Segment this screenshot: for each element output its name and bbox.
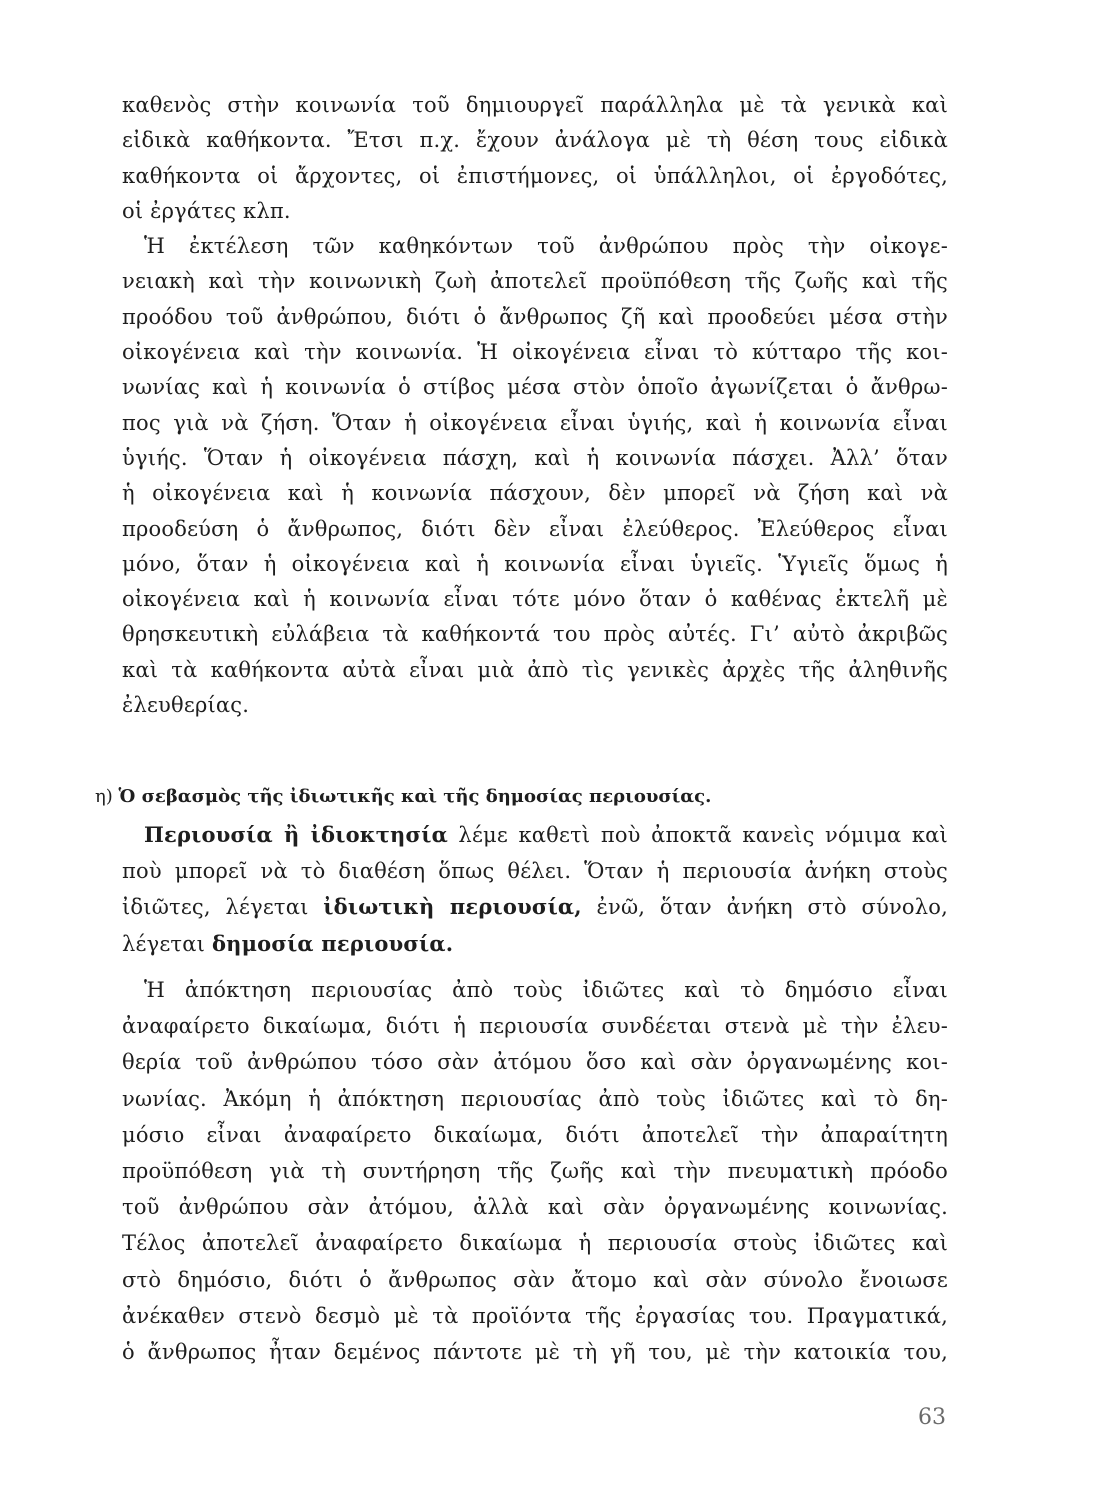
text-line: ἡ οἰκογένεια καὶ ἡ κοινωνία πάσχουν, δὲν μπορεῖ νὰ ζήση καὶ νὰ bbox=[122, 481, 948, 506]
text-line: προοδεύση ὁ ἄνθρωπος, διότι δὲν εἶναι ἐλεύθερος. Ἐλεύθερος εἶναι bbox=[122, 516, 948, 541]
text-run: ἰδιῶτες, λέγεται bbox=[122, 895, 324, 920]
text-line: οἰκογένεια καὶ ἡ κοινωνία εἶναι τότε μόνο ὅταν ὁ καθένας ἐκτελῆ μὲ bbox=[122, 587, 948, 612]
text-line bbox=[122, 854, 948, 890]
text-line bbox=[122, 817, 948, 854]
text-line bbox=[122, 926, 948, 963]
text-line: νωνίας καὶ ἡ κοινωνία ὁ στίβος μέσα στὸν ὁποῖο ἀγωνίζεται ὁ ἄνθρω- bbox=[122, 375, 948, 400]
page-number: 63 bbox=[918, 1405, 946, 1430]
text-line: θρησκευτικὴ εὐλάβεια τὰ καθήκοντά του πρὸς αὐτές. Γι’ αὐτὸ ἀκριβῶς bbox=[122, 622, 948, 647]
text-line: οἰκογένεια καὶ τὴν κοινωνία. Ἡ οἰκογένεια εἶναι τὸ κύτταρο τῆς κοι- bbox=[122, 340, 948, 365]
continued-text bbox=[122, 88, 948, 723]
text-line: καὶ τὰ καθήκοντα αὐτὰ εἶναι μιὰ ἀπὸ τὶς γενικὲς ἀρχὲς τῆς ἀληθινῆς bbox=[122, 657, 948, 682]
text-line: ἐλευθερίας. bbox=[122, 693, 250, 718]
text-line: ὁ ἄνθρωπος ἦταν δεμένος πάντοτε μὲ τὴ γῆ του, μὲ τὴν κατοικία του, bbox=[122, 1340, 948, 1365]
section-heading bbox=[95, 785, 711, 809]
text-line: καθενὸς στὴν κοινωνία τοῦ δημιουργεῖ παράλληλα μὲ τὰ γενικὰ καὶ bbox=[122, 93, 948, 117]
text-run: λέγεται bbox=[122, 932, 212, 957]
text-line: στὸ δημόσιο, διότι ὁ ἄνθρωπος σὰν ἄτομο καὶ σὰν σύνολο ἔνοιωσε bbox=[122, 1267, 948, 1292]
paragraph-property-definition bbox=[122, 817, 948, 963]
bold-term: ἰδιωτικὴ περιουσία, bbox=[323, 894, 582, 920]
text-line: πος γιὰ νὰ ζήση. Ὅταν ἡ οἰκογένεια εἶναι ὑγιής, καὶ ἡ κοινωνία εἶναι bbox=[122, 410, 948, 435]
paragraph-duties-continued bbox=[122, 88, 948, 229]
text-line: ἀναφαίρετο δικαίωμα, διότι ἡ περιουσία συνδέεται στενὰ μὲ τὴν ἐλευ- bbox=[122, 1014, 948, 1039]
text-line: εἰδικὰ καθήκοντα. Ἔτσι π.χ. ἔχουν ἀνάλογα μὲ τὴ θέση τους εἰδικὰ bbox=[122, 128, 948, 153]
text-line: προόδου τοῦ ἀνθρώπου, διότι ὁ ἄνθρωπος ζῆ καὶ προοδεύει μέσα στὴν bbox=[122, 304, 948, 329]
text-run: ποὺ μπορεῖ νὰ τὸ διαθέση ὅπως θέλει. Ὅταν ἡ περιουσία ἀνήκη στοὺς bbox=[122, 858, 948, 883]
section-label: η) bbox=[95, 786, 113, 807]
text-run: ἐνῶ, ὅταν ἀνήκη στὸ σύνολο, bbox=[581, 895, 948, 920]
text-line: Τέλος ἀποτελεῖ ἀναφαίρετο δικαίωμα ἡ περιουσία στοὺς ἰδιῶτες καὶ bbox=[122, 1231, 948, 1256]
text-line: προϋπόθεση γιὰ τὴ συντήρηση τῆς ζωῆς καὶ τὴν πνευματικὴ πρόοδο bbox=[122, 1159, 948, 1184]
text-run: λέμε καθετὶ ποὺ ἀποκτᾶ κανεὶς νόμιμα καὶ bbox=[447, 823, 948, 847]
text-line: οἱ ἐργάτες κλπ. bbox=[122, 198, 291, 223]
text-line: ἀνέκαθεν στενὸ δεσμὸ μὲ τὰ προϊόντα τῆς ἐργασίας του. Πραγματικά, bbox=[122, 1303, 948, 1328]
text-line: Ἡ ἐκτέλεση τῶν καθηκόντων τοῦ ἀνθρώπου πρὸς τὴν οἰκογε- bbox=[144, 234, 948, 259]
text-line: Ἡ ἀπόκτηση περιουσίας ἀπὸ τοὺς ἰδιῶτες καὶ τὸ δημόσιο εἶναι bbox=[144, 978, 948, 1002]
bold-term: δημοσία περιουσία. bbox=[211, 931, 454, 957]
text-line: νωνίας. Ἀκόμη ἡ ἀπόκτηση περιουσίας ἀπὸ τοὺς ἰδιῶτες καὶ τὸ δη- bbox=[122, 1086, 948, 1111]
text-line bbox=[122, 889, 948, 926]
text-line: ὑγιής. Ὅταν ἡ οἰκογένεια πάσχη, καὶ ἡ κοινωνία πάσχει. Ἀλλ’ ὅταν bbox=[122, 445, 948, 470]
text-line: μόσιο εἶναι ἀναφαίρετο δικαίωμα, διότι ἀποτελεῖ τὴν ἀπαραίτητη bbox=[122, 1122, 948, 1147]
text-line: μόνο, ὅταν ἡ οἰκογένεια καὶ ἡ κοινωνία εἶναι ὑγιεῖς. Ὑγιεῖς ὅμως ἡ bbox=[122, 551, 948, 576]
paragraph-property-rights bbox=[122, 972, 948, 1370]
paragraph-family-society bbox=[122, 229, 948, 723]
text-line: νειακὴ καὶ τὴν κοινωνικὴ ζωὴ ἀποτελεῖ προϋπόθεση τῆς ζωῆς καὶ τῆς bbox=[122, 269, 948, 294]
section-title: Ὁ σεβασμὸς τῆς ἰδιωτικῆς καὶ τῆς δημοσίας περιουσίας. bbox=[118, 786, 712, 807]
text-line: τοῦ ἀνθρώπου σὰν ἀτόμου, ἀλλὰ καὶ σὰν ὀργανωμένης κοινωνίας. bbox=[122, 1195, 948, 1220]
text-line: καθήκοντα οἱ ἄρχοντες, οἱ ἐπιστήμονες, οἱ ὑπάλληλοι, οἱ ἐργοδότες, bbox=[122, 163, 948, 188]
bold-term: Περιουσία ἢ ἰδιοκτησία bbox=[144, 822, 448, 847]
text-line: θερία τοῦ ἀνθρώπου τόσο σὰν ἀτόμου ὅσο καὶ σὰν ὀργανωμένης κοι- bbox=[122, 1050, 948, 1075]
